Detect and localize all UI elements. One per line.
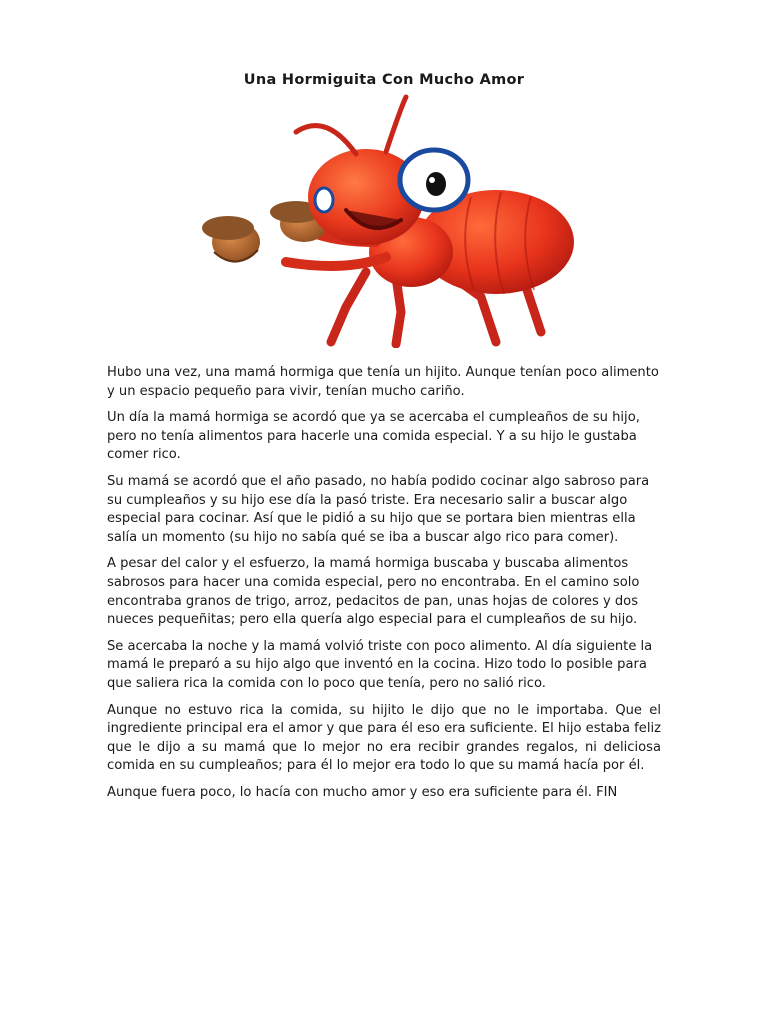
story-paragraph: Hubo una vez, una mamá hormiga que tenía un hijito. Aunque tenían poco alimento y un espacio pequeño para vivir, tenían mucho cariño. <box>107 365 659 399</box>
story-paragraph: Aunque no estuvo rica la comida, su hijito le dijo que no le importaba. Que el ingrediente principal era el amor y que para él eso era suficiente. El hijo estaba feliz que le dijo a su mamá que lo mejor no era recibir grandes regalos, ni deliciosa comida en su cumpleaños; para él lo mejor era todo lo que su mamá hacía por él. <box>107 702 661 774</box>
acorn-icon <box>202 216 260 262</box>
story-paragraph: Su mamá se acordó que el año pasado, no había podido cocinar algo sabroso para su cumpleaños y su hijo ese día la pasó triste. Era necesario salir a buscar algo especial para cocinar. Así que le pidió a su hijo que se portara bien mientras ella salía un momento (su hijo no sabía qué se iba a buscar algo rico para comer). <box>107 473 650 545</box>
story-paragraph: Aunque fuera poco, lo hacía con mucho amor y eso era suficiente para él. FIN <box>107 784 618 800</box>
story-title: Una Hormiguita Con Mucho Amor <box>243 72 525 88</box>
story-paragraph: Un día la mamá hormiga se acordó que ya se acercaba el cumpleaños de su hijo, pero no tenía alimentos para hacerle una comida especial. Y a su hijo le gustaba comer rico. <box>107 410 640 463</box>
cartoon-ant-with-acorns-icon <box>196 92 580 348</box>
story-body <box>107 364 661 810</box>
story-paragraph: Se acercaba la noche y la mamá volvió triste con poco alimento. Al día siguiente la mamá le preparó a su hijo algo que inventó en la cocina. Hizo todo lo posible para que saliera rica la comida con lo poco que tenía, pero no salió rico. <box>107 638 653 691</box>
story-paragraph: A pesar del calor y el esfuerzo, la mamá hormiga buscaba y buscaba alimentos sabrosos para hacer una comida especial, pero no encontraba. En el camino solo encontraba granos de trigo, arroz, pedacitos de pan, unas hojas de colores y dos nueces pequeñitas; pero ella quería algo especial para el cumpleaños de su hijo. <box>107 556 640 628</box>
